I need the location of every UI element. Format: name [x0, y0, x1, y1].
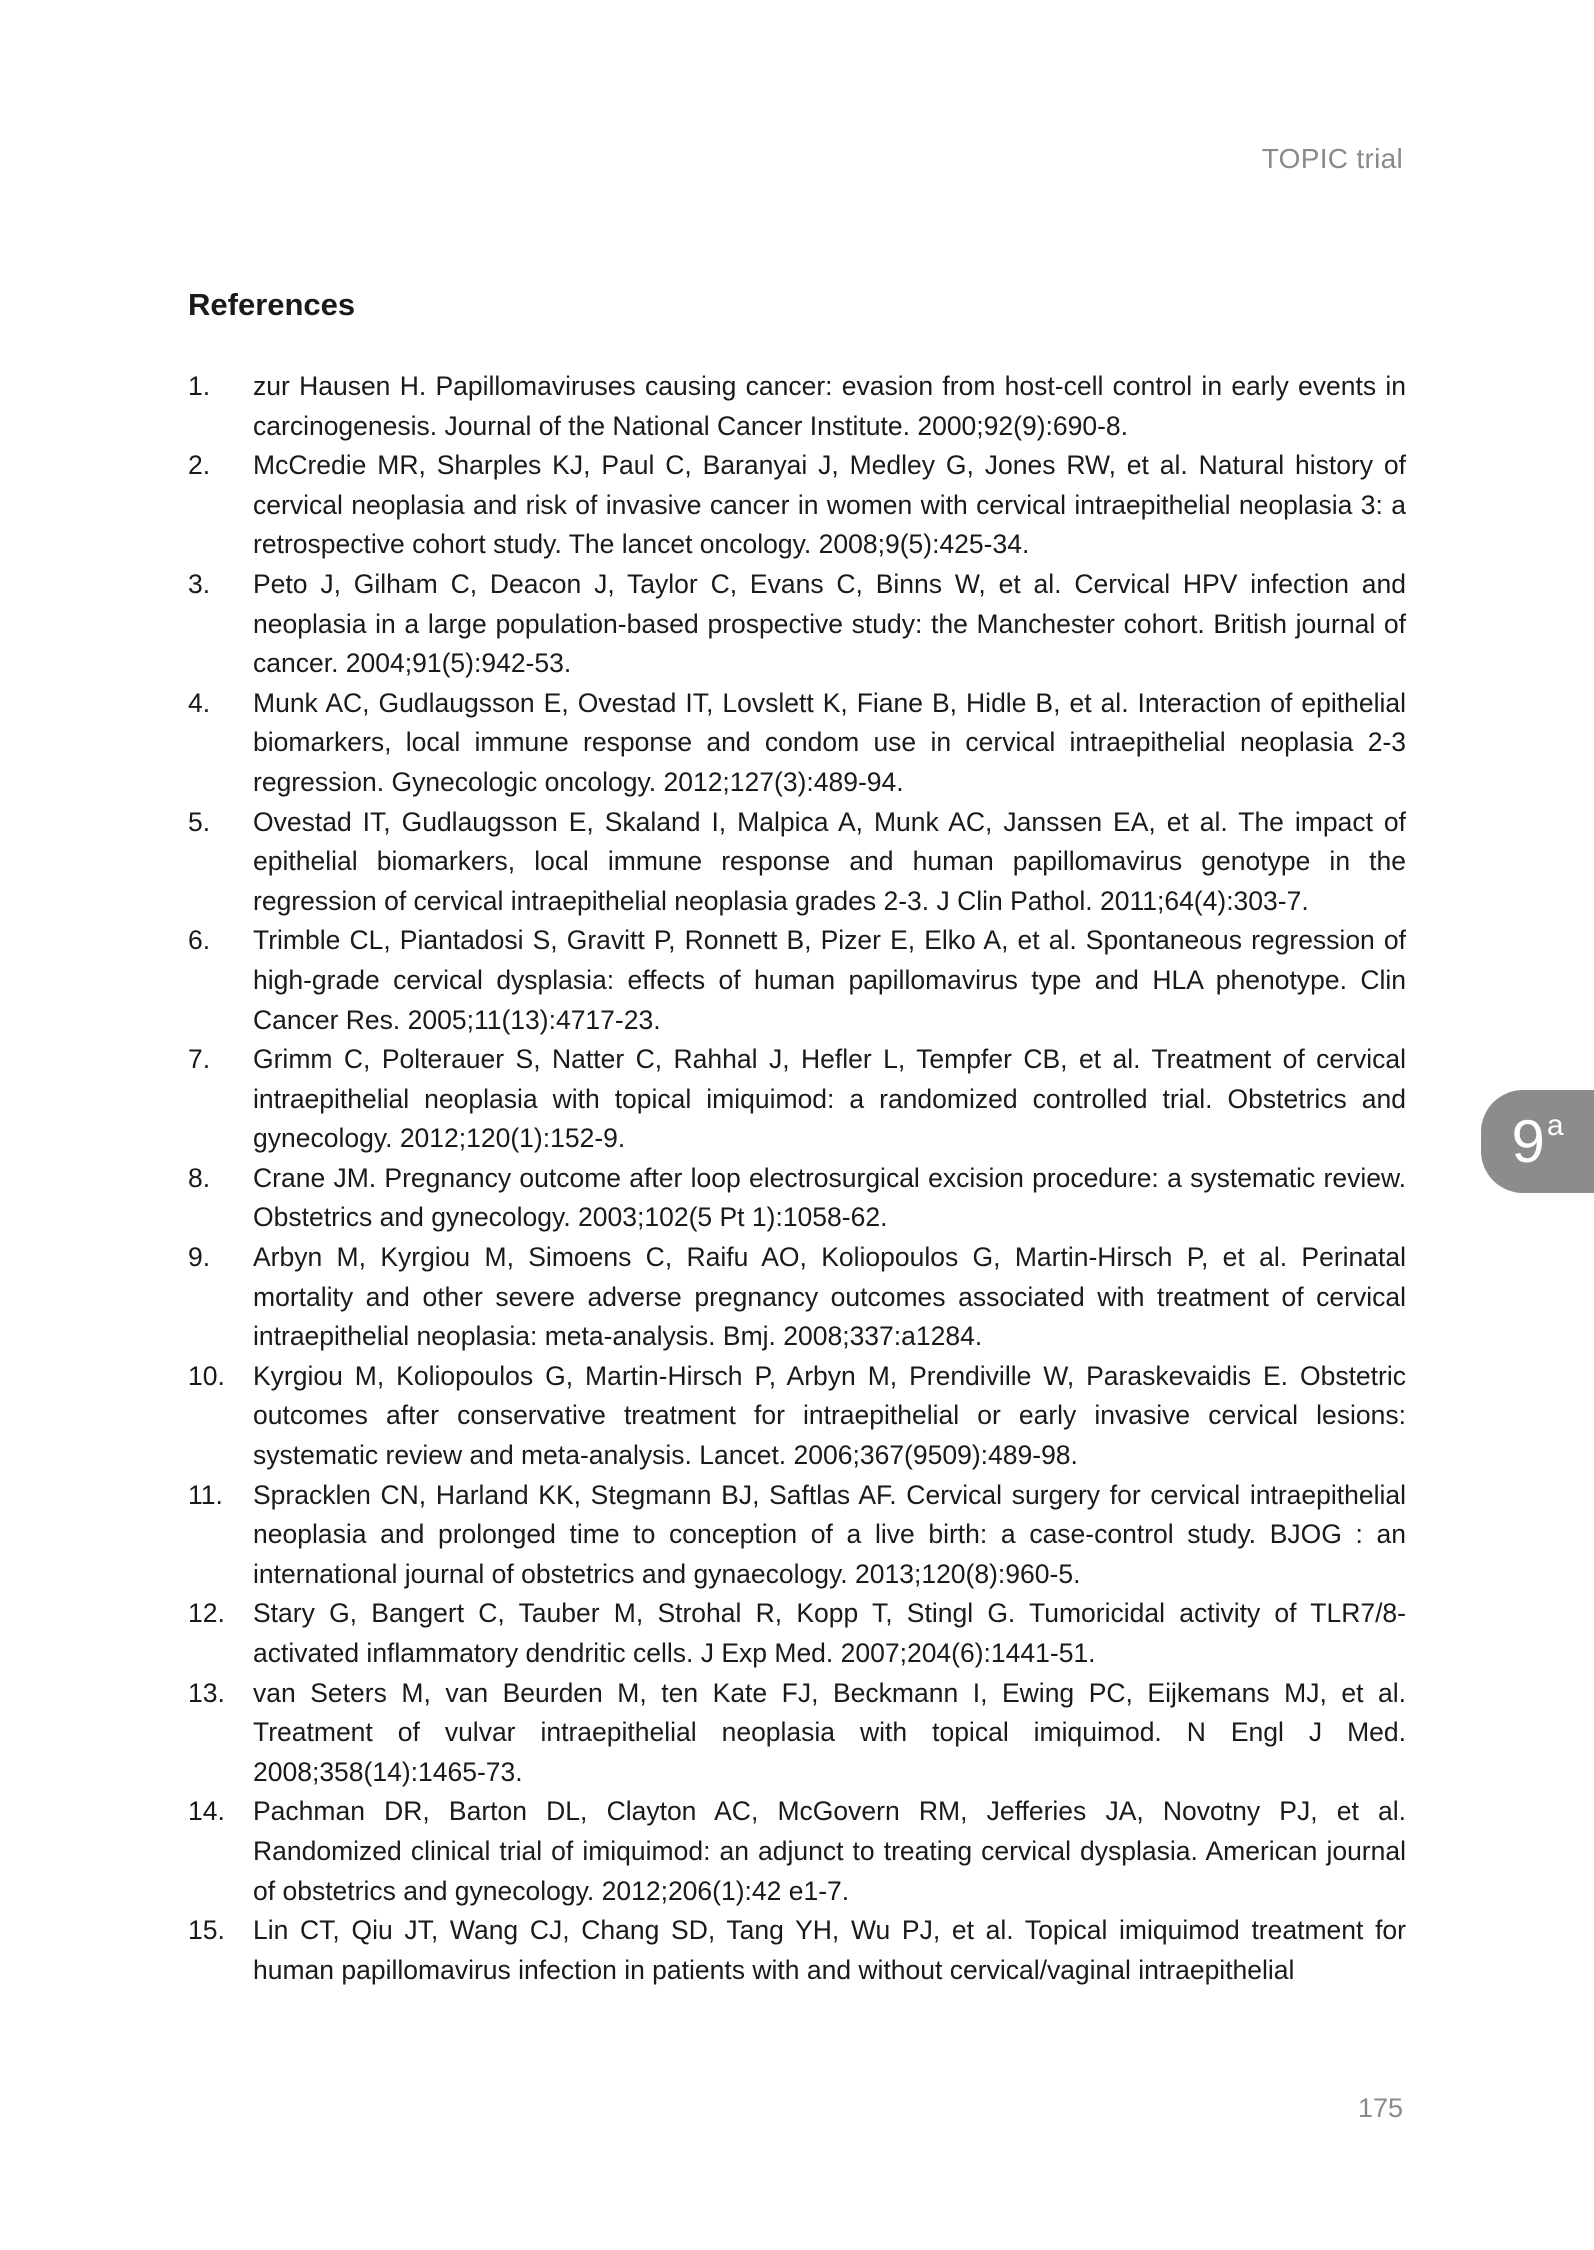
- reference-number: 3.: [188, 568, 211, 599]
- reference-item: [188, 1040, 1406, 1159]
- reference-item: [188, 1357, 1406, 1476]
- chapter-suffix: a: [1546, 1108, 1564, 1142]
- chapter-number: 9: [1511, 1107, 1545, 1175]
- reference-number: 12.: [188, 1598, 225, 1629]
- reference-number: 5.: [188, 806, 211, 837]
- reference-item: [188, 1792, 1406, 1911]
- reference-number: 2.: [188, 450, 211, 481]
- reference-text: zur Hausen H. Papillomaviruses causing cancer: evasion from host-cell control in early events in carcinogenesis. Journal of the National Cancer Institute. 2000;92(9):690-8.: [253, 371, 1406, 441]
- reference-item: [188, 921, 1406, 1040]
- reference-text: Kyrgiou M, Koliopoulos G, Martin-Hirsch P, Arbyn M, Prendiville W, Paraskevaidis E. Obstetric outcomes after conservative treatment for intraepithelial or early invasive cervical lesions: systematic review and meta-analysis. Lancet. 2006;367(9509):489-98.: [253, 1360, 1406, 1471]
- reference-number: 7.: [188, 1044, 211, 1075]
- reference-item: [188, 1911, 1406, 1990]
- reference-text: Ovestad IT, Gudlaugsson E, Skaland I, Malpica A, Munk AC, Janssen EA, et al. The impact of epithelial biomarkers, local immune response and human papillomavirus genotype in the regression of cervical intraepithelial neoplasia grades 2-3. J Clin Pathol. 2011;64(4):303-7.: [253, 806, 1406, 916]
- reference-number: 1.: [188, 371, 211, 401]
- page-number: 175: [1357, 2093, 1403, 2123]
- reference-text: Trimble CL, Piantadosi S, Gravitt P, Ronnett B, Pizer E, Elko A, et al. Spontaneous regression of high-grade cervical dysplasia: effects of human papillomavirus type and HLA phenotype. Clin Cancer Res. 2005;11(13):4717-23.: [253, 925, 1406, 1035]
- reference-item: [188, 565, 1406, 684]
- reference-item: [188, 1476, 1406, 1595]
- reference-number: 8.: [188, 1162, 211, 1193]
- reference-text: Crane JM. Pregnancy outcome after loop electrosurgical excision procedure: a systematic review. Obstetrics and gynecology. 2003;102(5 Pt 1):1058-62.: [253, 1162, 1406, 1233]
- reference-item: [188, 1594, 1406, 1673]
- reference-item: [188, 803, 1406, 922]
- reference-item: [188, 446, 1406, 565]
- reference-number: 4.: [188, 687, 211, 718]
- reference-number: 13.: [188, 1677, 225, 1708]
- reference-item: [188, 1238, 1406, 1357]
- reference-list: [188, 367, 1406, 1990]
- reference-number: 6.: [188, 925, 211, 956]
- reference-text: Grimm C, Polterauer S, Natter C, Rahhal J, Hefler L, Tempfer CB, et al. Treatment of cervical intraepithelial neoplasia with topical imiquimod: a randomized controlled trial. Obstetrics and gynecology. 2012;120(1):152-9.: [253, 1044, 1406, 1154]
- reference-item: [188, 684, 1406, 803]
- reference-text: Pachman DR, Barton DL, Clayton AC, McGovern RM, Jefferies JA, Novotny PJ, et al. Randomized clinical trial of imiquimod: an adjunct to treating cervical dysplasia. American journal of obstetrics and gynecology. 2012;206(1):42 e1-7.: [253, 1796, 1406, 1906]
- reference-number: 10.: [188, 1360, 225, 1391]
- running-header: TOPIC trial: [1261, 143, 1403, 174]
- reference-number: 15.: [188, 1915, 225, 1946]
- reference-item: [188, 1674, 1406, 1793]
- reference-item: [188, 1159, 1406, 1238]
- reference-text: Spracklen CN, Harland KK, Stegmann BJ, Saftlas AF. Cervical surgery for cervical intraepithelial neoplasia and prolonged time to conception of a live birth: a case-control study. BJOG : an international journal of obstetrics and gynaecology. 2013;120(8):960-5.: [253, 1479, 1406, 1589]
- chapter-tab: [1481, 1090, 1594, 1193]
- reference-text: Peto J, Gilham C, Deacon J, Taylor C, Evans C, Binns W, et al. Cervical HPV infection and neoplasia in a large population-based prospective study: the Manchester cohort. British journal of cancer. 2004;91(5):942-53.: [253, 568, 1406, 679]
- reference-text: Arbyn M, Kyrgiou M, Simoens C, Raifu AO, Koliopoulos G, Martin-Hirsch P, et al. Perinatal mortality and other severe adverse pregnancy outcomes associated with treatment of cervical intraepithelial neoplasia: meta-analysis. Bmj. 2008;337:a1284.: [253, 1242, 1406, 1352]
- reference-number: 11.: [188, 1479, 223, 1510]
- reference-text: van Seters M, van Beurden M, ten Kate FJ, Beckmann I, Ewing PC, Eijkemans MJ, et al. Treatment of vulvar intraepithelial neoplasia with topical imiquimod. N Engl J Med. 2008;358(14):1465-73.: [253, 1677, 1406, 1787]
- reference-text: Lin CT, Qiu JT, Wang CJ, Chang SD, Tang YH, Wu PJ, et al. Topical imiquimod treatment for human papillomavirus infection in patients with and without cervical/vaginal intraepithelial: [253, 1915, 1406, 1985]
- reference-item: [188, 367, 1406, 446]
- reference-number: 14.: [188, 1796, 225, 1827]
- reference-text: Stary G, Bangert C, Tauber M, Strohal R, Kopp T, Stingl G. Tumoricidal activity of TLR7/8-activated inflammatory dendritic cells. J Exp Med. 2007;204(6):1441-51.: [253, 1598, 1406, 1668]
- reference-number: 9.: [188, 1242, 211, 1273]
- references-heading: References: [188, 287, 356, 322]
- reference-text: McCredie MR, Sharples KJ, Paul C, Baranyai J, Medley G, Jones RW, et al. Natural history of cervical neoplasia and risk of invasive cancer in women with cervical intraepithelial neoplasia 3: a retrospective cohort study. The lancet oncology. 2008;9(5):425-34.: [253, 450, 1406, 560]
- reference-text: Munk AC, Gudlaugsson E, Ovestad IT, Lovslett K, Fiane B, Hidle B, et al. Interaction of epithelial biomarkers, local immune response and condom use in cervical intraepithelial neoplasia 2-3 regression. Gynecologic oncology. 2012;127(3):489-94.: [253, 687, 1406, 797]
